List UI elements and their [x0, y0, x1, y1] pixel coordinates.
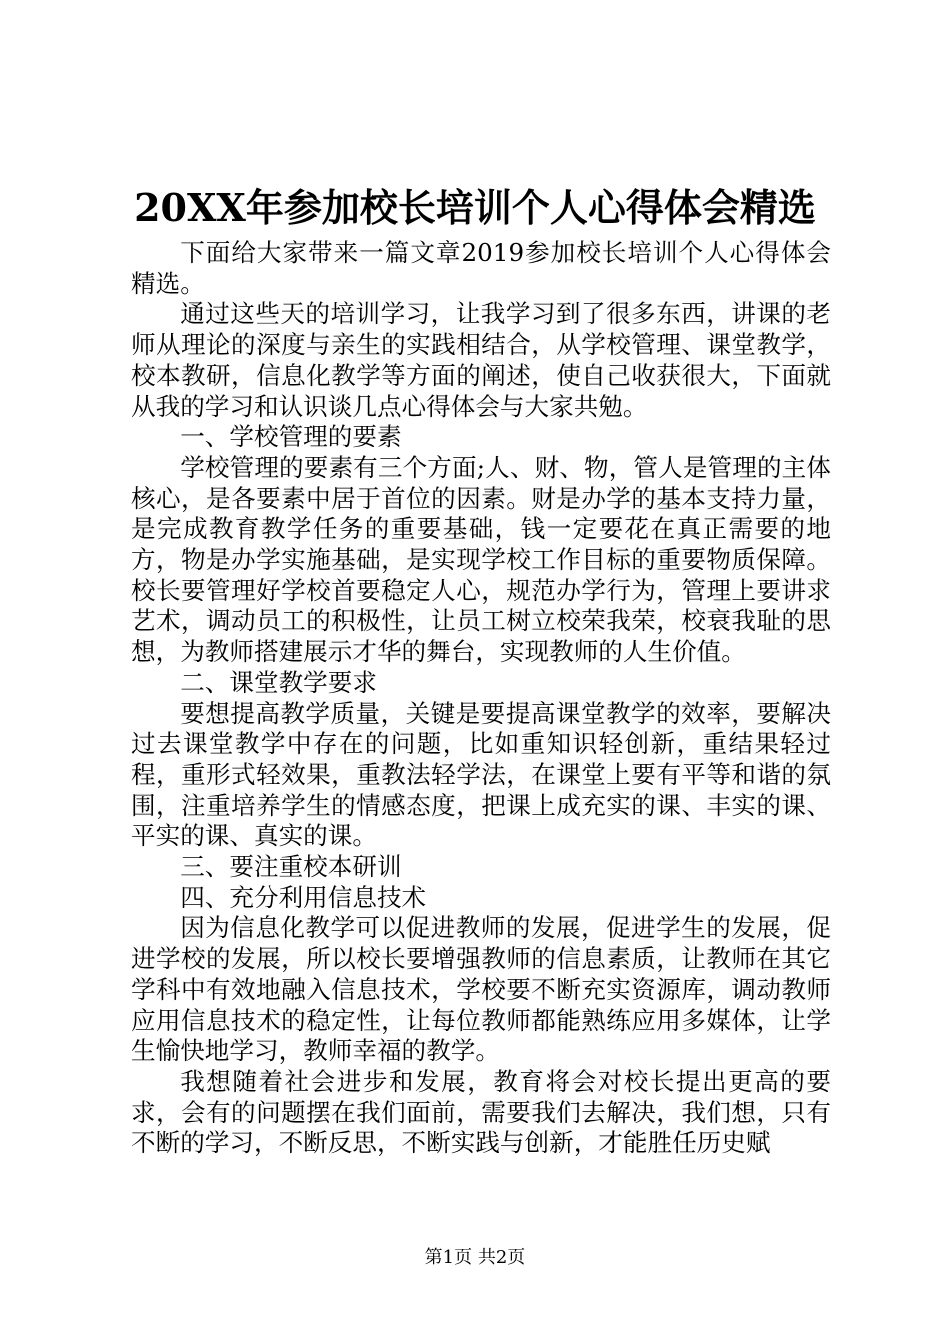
page-number-footer: 第1页 共2页	[424, 1247, 526, 1268]
paragraph-information-technology: 因为信息化教学可以促进教师的发展，促进学生的发展，促进学校的发展，所以校长要增强教师的信息素质，让教师在其它学科中有效地融入信息技术，学校要不断充实资源库，调动教师应用信息技术的稳定性，让每位教师都能熟练应用多媒体，让学生愉快地学习，教师幸福的教学。	[131, 913, 831, 1066]
heading-school-based-training: 三、要注重校本研训	[180, 852, 402, 882]
heading-information-technology: 四、充分利用信息技术	[180, 882, 427, 912]
document-body	[131, 238, 831, 1159]
paragraph-school-management: 学校管理的要素有三个方面;人、财、物，管人是管理的主体核心，是各要素中居于首位的因素。财是办学的基本支持力量，是完成教育教学任务的重要基础，钱一定要花在真正需要的地方，物是办学实施基础，是实现学校工作目标的重要物质保障。校长要管理好学校首要稳定人心，规范办学行为，管理上要讲求艺术，调动员工的积极性，让员工树立校荣我荣，校衰我耻的思想，为教师搭建展示才华的舞台，实现教师的人生价值。	[131, 452, 831, 667]
paragraph-intro: 下面给大家带来一篇文章2019参加校长培训个人心得体会精选。	[131, 238, 831, 298]
heading-school-management: 一、学校管理的要素	[180, 422, 402, 452]
paragraph-overview: 通过这些天的培训学习，让我学习到了很多东西，讲课的老师从理论的深度与亲生的实践相结合，从学校管理、课堂教学，校本教研，信息化教学等方面的阐述，使自己收获很大，下面就从我的学习和认识谈几点心得体会与大家共勉。	[131, 299, 831, 421]
heading-classroom-teaching: 二、课堂教学要求	[180, 667, 377, 697]
paragraph-classroom-teaching: 要想提高教学质量，关键是要提高课堂教学的效率，要解决过去课堂教学中存在的问题，比如重知识轻创新，重结果轻过程，重形式轻效果，重教法轻学法，在课堂上要有平等和谐的氛围，注重培养学生的情感态度，把课上成充实的课、丰实的课、平实的课、真实的课。	[131, 698, 831, 851]
paragraph-conclusion: 我想随着社会进步和发展，教育将会对校长提出更高的要求，会有的问题摆在我们面前，需要我们去解决，我们想，只有不断的学习，不断反思，不断实践与创新，才能胜任历史赋	[131, 1066, 831, 1158]
document-title: 20XX年参加校长培训个人心得体会精选	[134, 185, 816, 230]
